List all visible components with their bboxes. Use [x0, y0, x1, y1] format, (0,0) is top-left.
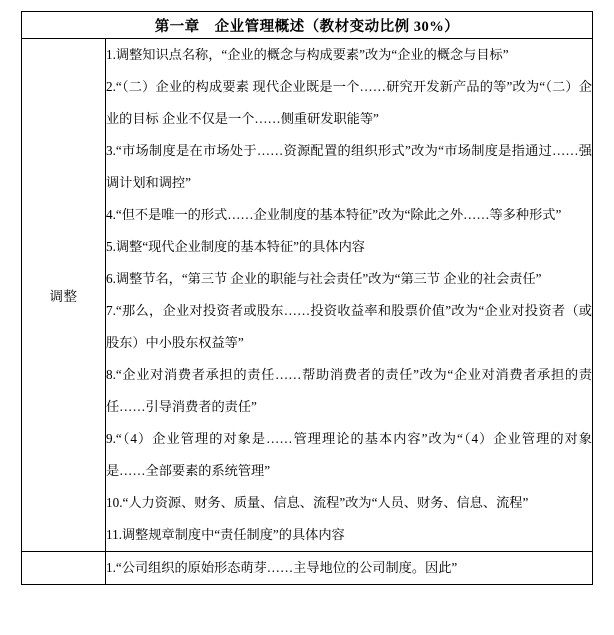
table-header-row [22, 12, 593, 39]
row-label-cell-next [22, 552, 106, 585]
change-item: 8.“企业对消费者承担的责任……帮助消费者的责任”改为“企业对消费者承担的责任……引导消费者的责任” [106, 367, 592, 414]
table-body [22, 12, 593, 585]
row-content-cell-next [106, 552, 593, 585]
change-item: 10.“人力资源、财务、质量、信息、流程”改为“人员、财务、信息、流程” [106, 495, 529, 510]
change-item: 2.“（二）企业的构成要素 现代企业既是一个……研究开发新产品的等”改为“（二）企业的目标 企业不仅是一个……侧重研发职能等” [106, 79, 592, 126]
chapter-title: 第一章 企业管理概述（教材变动比例 30%） [154, 18, 460, 35]
change-item: 3.“市场制度是在市场处于……资源配置的组织形式”改为“市场制度是指通过……强调计划和调控” [106, 143, 592, 190]
table-row [22, 39, 593, 552]
change-item: 7.“那么，企业对投资者或股东……投资收益率和股票价值”改为“企业对投资者（或股东）中小股东权益等” [106, 303, 592, 350]
table-row [22, 552, 593, 585]
change-item: 1.“公司组织的原始形态萌芽……主导地位的公司制度。因此” [106, 560, 458, 575]
change-item: 4.“但不是唯一的形式……企业制度的基本特征”改为“除此之外……等多种形式” [106, 207, 562, 222]
syllabus-change-table [21, 11, 593, 585]
row-label-cell-adjustments [22, 39, 106, 552]
change-item: 6.调整节名，“第三节 企业的职能与社会责任”改为“第三节 企业的社会责任” [106, 271, 542, 286]
chapter-title-cell [22, 12, 593, 39]
change-item: 1.调整知识点名称，“企业的概念与构成要素”改为“企业的概念与目标” [106, 47, 509, 62]
row-content-cell-adjustments [106, 39, 593, 552]
row-label-adjustments: 调整 [49, 288, 78, 304]
change-item: 9.“（4）企业管理的对象是……管理理论的基本内容”改为“（4）企业管理的对象是……全部要素的系统管理” [106, 431, 592, 478]
change-item: 11.调整规章制度中“责任制度”的具体内容 [106, 527, 345, 542]
change-item: 5.调整“现代企业制度的基本特征”的具体内容 [106, 239, 365, 254]
